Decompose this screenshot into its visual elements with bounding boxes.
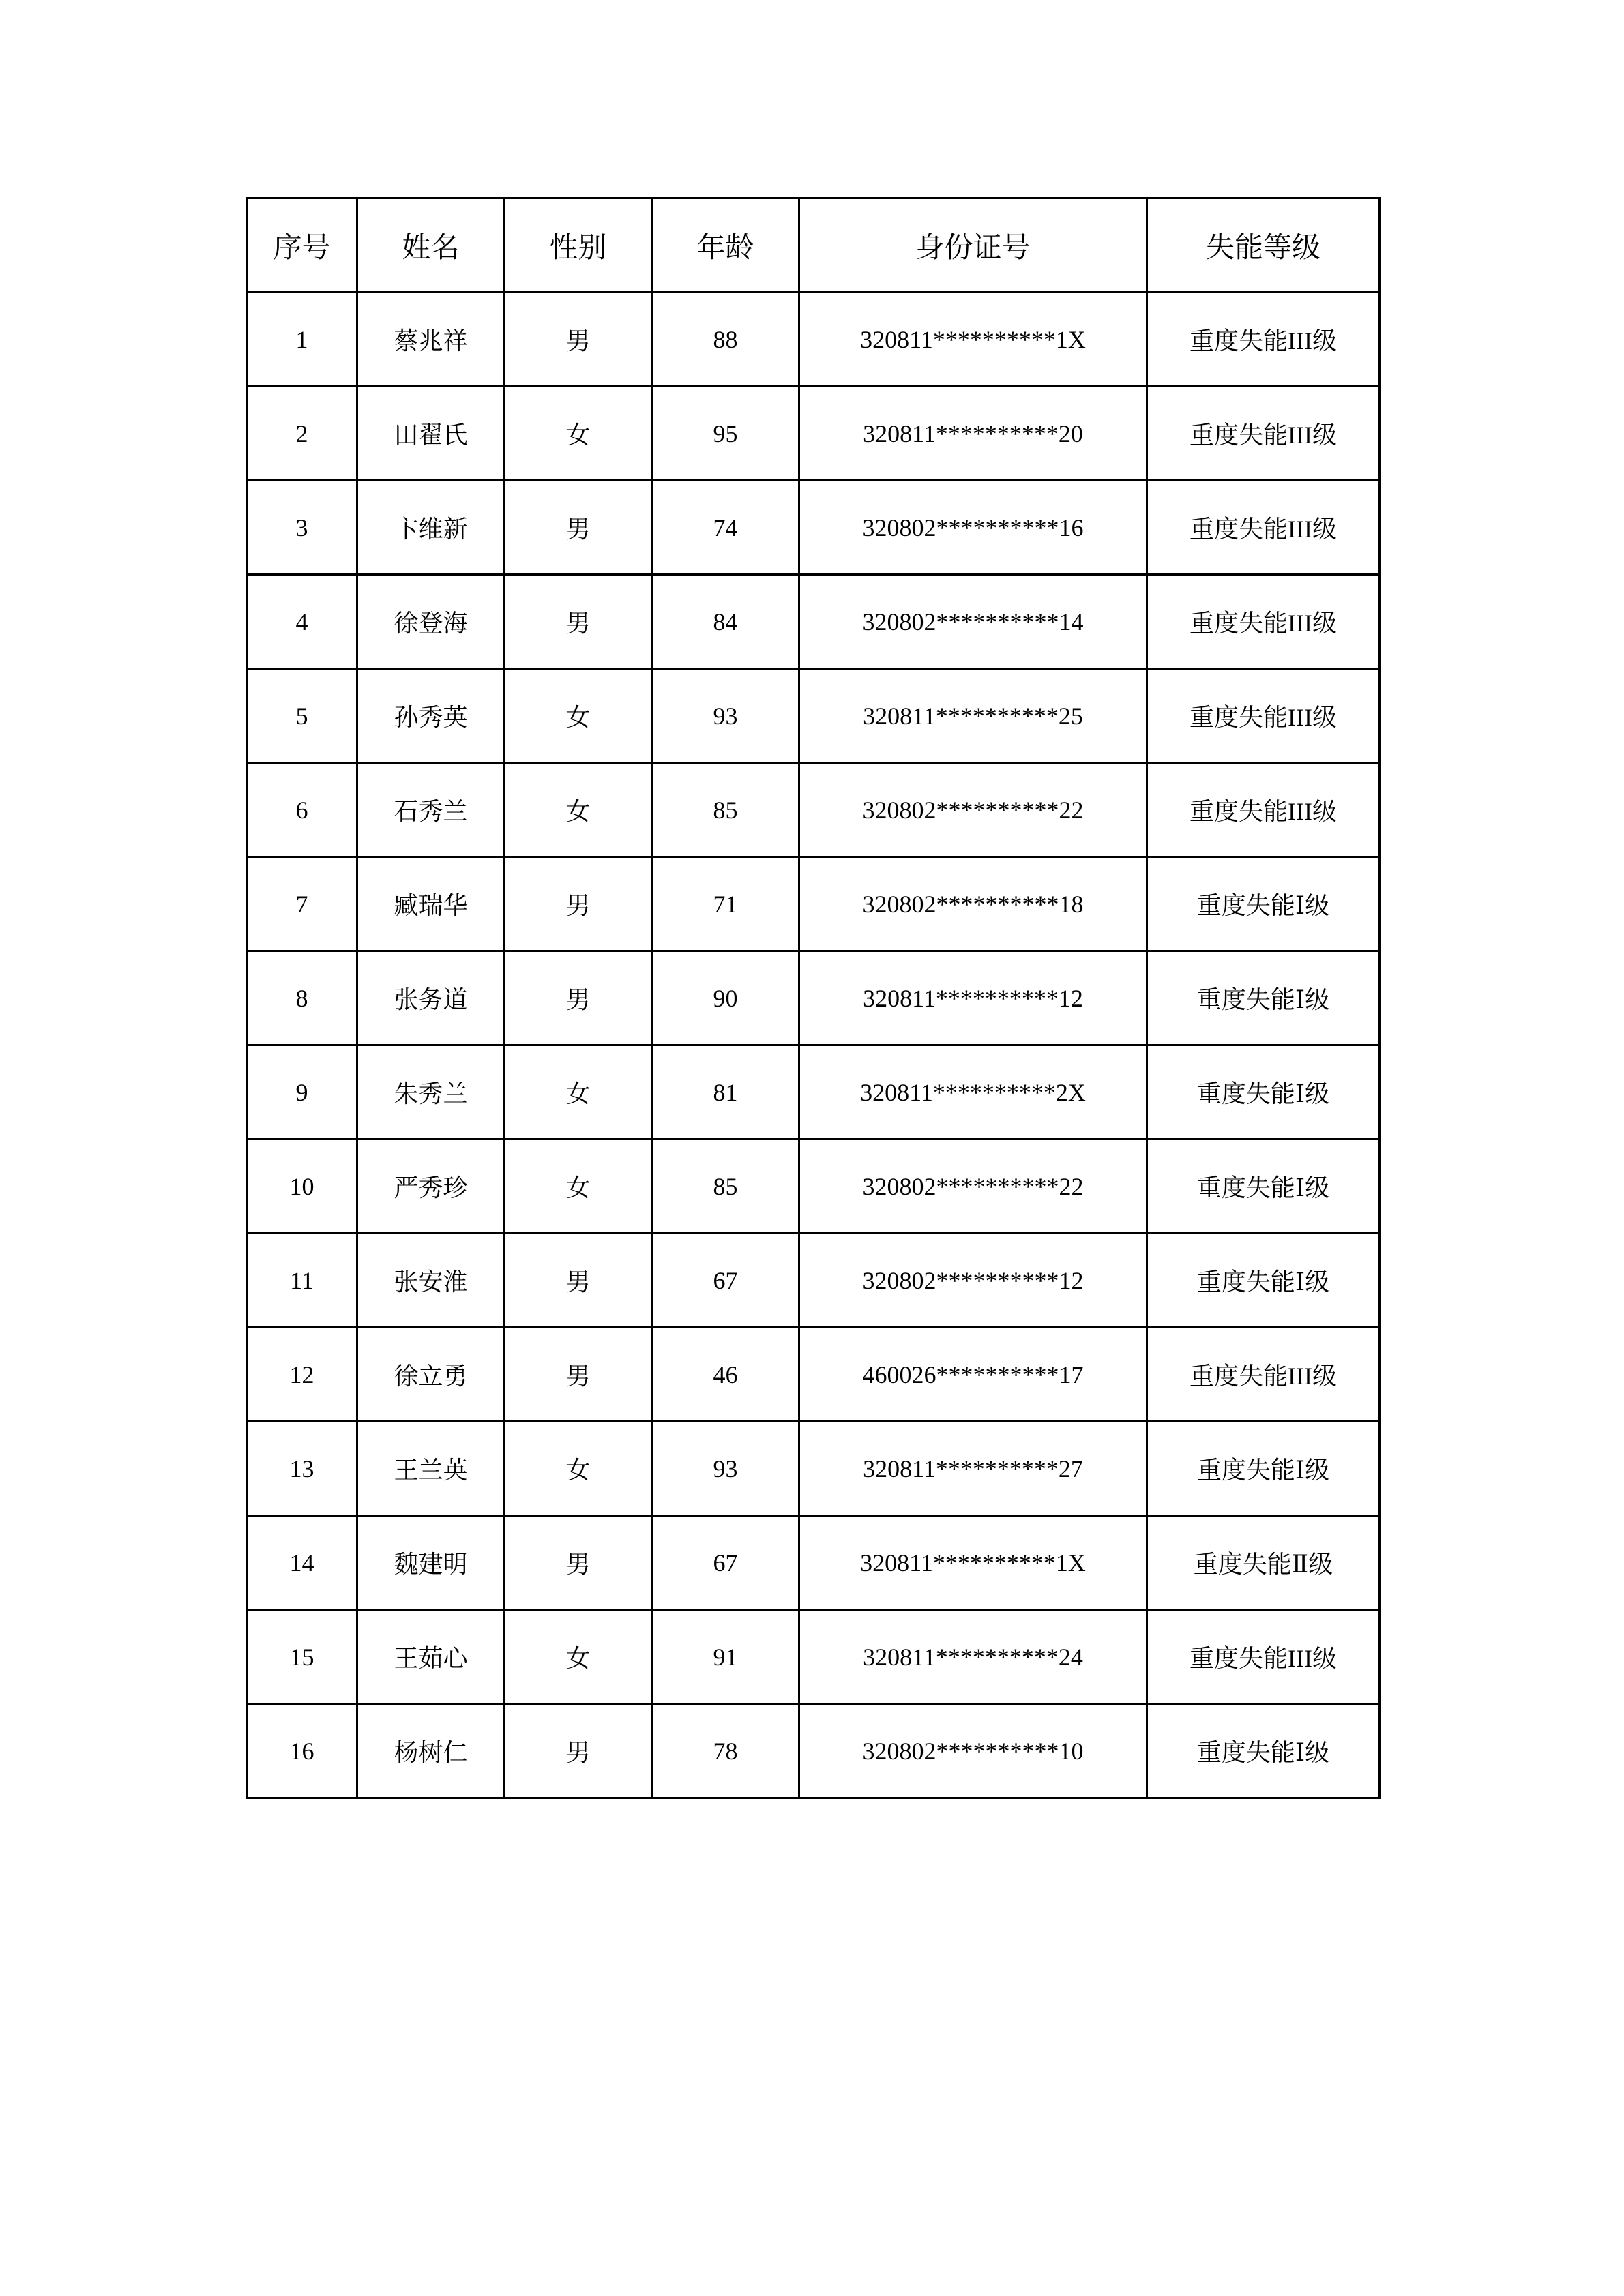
cell-disability-level: 重度失能Ⅰ级 — [1147, 1704, 1380, 1798]
cell-id-number: 320802**********16 — [799, 481, 1147, 575]
cell-age: 95 — [652, 387, 799, 481]
cell-gender: 男 — [505, 1516, 652, 1610]
cell-name: 严秀珍 — [357, 1139, 505, 1234]
cell-id-number: 320802**********12 — [799, 1234, 1147, 1328]
cell-name: 王茹心 — [357, 1610, 505, 1704]
cell-index: 12 — [247, 1328, 357, 1422]
cell-disability-level: 重度失能III级 — [1147, 763, 1380, 857]
cell-name: 徐立勇 — [357, 1328, 505, 1422]
table-row — [247, 1234, 1380, 1328]
cell-gender: 女 — [505, 1139, 652, 1234]
cell-name: 孙秀英 — [357, 669, 505, 763]
cell-age: 74 — [652, 481, 799, 575]
cell-age: 71 — [652, 857, 799, 951]
table-row — [247, 481, 1380, 575]
table-row — [247, 1610, 1380, 1704]
cell-age: 81 — [652, 1045, 799, 1139]
header-name: 姓名 — [357, 198, 505, 293]
table-row — [247, 293, 1380, 387]
cell-disability-level: 重度失能Ⅰ级 — [1147, 857, 1380, 951]
cell-disability-level: 重度失能Ⅱ级 — [1147, 1516, 1380, 1610]
cell-gender: 男 — [505, 293, 652, 387]
cell-name: 卞维新 — [357, 481, 505, 575]
cell-gender: 男 — [505, 1328, 652, 1422]
cell-index: 15 — [247, 1610, 357, 1704]
cell-name: 魏建明 — [357, 1516, 505, 1610]
table-row — [247, 1516, 1380, 1610]
cell-index: 5 — [247, 669, 357, 763]
table-header-row — [247, 198, 1380, 293]
table-row — [247, 1139, 1380, 1234]
cell-age: 67 — [652, 1516, 799, 1610]
table-row — [247, 857, 1380, 951]
cell-name: 张务道 — [357, 951, 505, 1045]
cell-name: 田翟氏 — [357, 387, 505, 481]
cell-disability-level: 重度失能III级 — [1147, 1610, 1380, 1704]
cell-id-number: 320802**********22 — [799, 1139, 1147, 1234]
cell-disability-level: 重度失能III级 — [1147, 669, 1380, 763]
cell-index: 1 — [247, 293, 357, 387]
cell-name: 王兰英 — [357, 1422, 505, 1516]
table-row — [247, 951, 1380, 1045]
cell-age: 85 — [652, 763, 799, 857]
table-row — [247, 763, 1380, 857]
cell-disability-level: 重度失能III级 — [1147, 481, 1380, 575]
cell-disability-level: 重度失能Ⅰ级 — [1147, 1422, 1380, 1516]
cell-index: 2 — [247, 387, 357, 481]
cell-index: 7 — [247, 857, 357, 951]
cell-name: 徐登海 — [357, 575, 505, 669]
table-row — [247, 1422, 1380, 1516]
cell-index: 4 — [247, 575, 357, 669]
cell-index: 8 — [247, 951, 357, 1045]
cell-gender: 女 — [505, 1610, 652, 1704]
cell-age: 88 — [652, 293, 799, 387]
disability-roster-table — [246, 197, 1381, 1799]
cell-id-number: 320802**********14 — [799, 575, 1147, 669]
header-gender: 性别 — [505, 198, 652, 293]
cell-index: 11 — [247, 1234, 357, 1328]
cell-disability-level: 重度失能Ⅰ级 — [1147, 951, 1380, 1045]
cell-gender: 女 — [505, 1045, 652, 1139]
cell-index: 14 — [247, 1516, 357, 1610]
cell-disability-level: 重度失能III级 — [1147, 1328, 1380, 1422]
cell-index: 9 — [247, 1045, 357, 1139]
cell-gender: 女 — [505, 763, 652, 857]
cell-name: 朱秀兰 — [357, 1045, 505, 1139]
cell-id-number: 320811**********2X — [799, 1045, 1147, 1139]
header-index: 序号 — [247, 198, 357, 293]
cell-age: 90 — [652, 951, 799, 1045]
cell-gender: 女 — [505, 669, 652, 763]
cell-gender: 男 — [505, 1234, 652, 1328]
cell-disability-level: 重度失能Ⅰ级 — [1147, 1045, 1380, 1139]
cell-id-number: 320802**********22 — [799, 763, 1147, 857]
cell-age: 67 — [652, 1234, 799, 1328]
cell-disability-level: 重度失能III级 — [1147, 387, 1380, 481]
header-age: 年龄 — [652, 198, 799, 293]
table-row — [247, 1045, 1380, 1139]
cell-id-number: 460026**********17 — [799, 1328, 1147, 1422]
cell-index: 6 — [247, 763, 357, 857]
table-row — [247, 575, 1380, 669]
cell-age: 78 — [652, 1704, 799, 1798]
cell-name: 石秀兰 — [357, 763, 505, 857]
cell-id-number: 320811**********12 — [799, 951, 1147, 1045]
cell-name: 蔡兆祥 — [357, 293, 505, 387]
cell-gender: 男 — [505, 951, 652, 1045]
cell-age: 84 — [652, 575, 799, 669]
cell-gender: 男 — [505, 1704, 652, 1798]
cell-id-number: 320811**********1X — [799, 1516, 1147, 1610]
cell-index: 3 — [247, 481, 357, 575]
cell-gender: 女 — [505, 1422, 652, 1516]
cell-id-number: 320802**********10 — [799, 1704, 1147, 1798]
cell-disability-level: 重度失能Ⅰ级 — [1147, 1139, 1380, 1234]
cell-index: 16 — [247, 1704, 357, 1798]
cell-id-number: 320802**********18 — [799, 857, 1147, 951]
cell-age: 46 — [652, 1328, 799, 1422]
cell-age: 91 — [652, 1610, 799, 1704]
cell-id-number: 320811**********27 — [799, 1422, 1147, 1516]
cell-disability-level: 重度失能III级 — [1147, 293, 1380, 387]
cell-id-number: 320811**********25 — [799, 669, 1147, 763]
cell-index: 10 — [247, 1139, 357, 1234]
cell-gender: 男 — [505, 857, 652, 951]
cell-gender: 男 — [505, 481, 652, 575]
cell-gender: 男 — [505, 575, 652, 669]
cell-age: 93 — [652, 1422, 799, 1516]
header-id-number: 身份证号 — [799, 198, 1147, 293]
cell-age: 93 — [652, 669, 799, 763]
cell-id-number: 320811**********24 — [799, 1610, 1147, 1704]
cell-disability-level: 重度失能Ⅰ级 — [1147, 1234, 1380, 1328]
cell-age: 85 — [652, 1139, 799, 1234]
table-row — [247, 669, 1380, 763]
table-row — [247, 1704, 1380, 1798]
cell-gender: 女 — [505, 387, 652, 481]
cell-disability-level: 重度失能III级 — [1147, 575, 1380, 669]
cell-id-number: 320811**********1X — [799, 293, 1147, 387]
cell-name: 臧瑞华 — [357, 857, 505, 951]
table-row — [247, 1328, 1380, 1422]
cell-index: 13 — [247, 1422, 357, 1516]
table-row — [247, 387, 1380, 481]
cell-name: 张安淮 — [357, 1234, 505, 1328]
cell-name: 杨树仁 — [357, 1704, 505, 1798]
header-disability-level: 失能等级 — [1147, 198, 1380, 293]
table-body — [247, 293, 1380, 1798]
cell-id-number: 320811**********20 — [799, 387, 1147, 481]
